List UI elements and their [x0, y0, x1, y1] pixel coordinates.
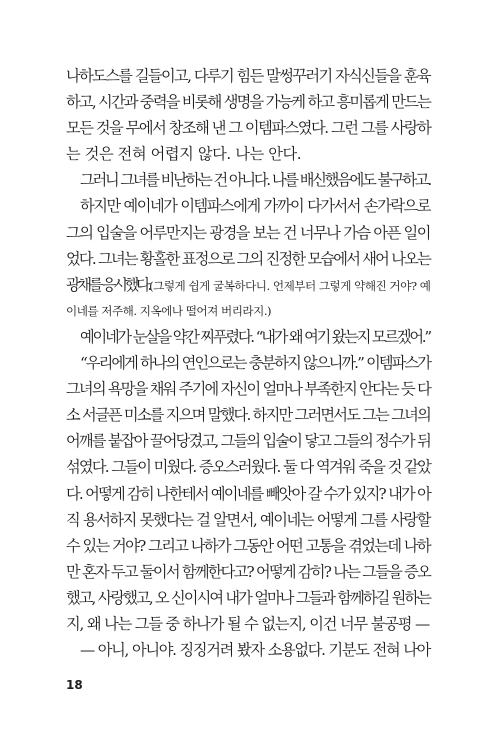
page-number: 18 [66, 678, 83, 692]
text-line: 하고, 시간과 중력을 비롯해 생명을 가능케 하고 흥미롭게 만드는 [66, 93, 430, 112]
text-segment: 광채를 응시했다. [66, 275, 150, 294]
text-line [66, 272, 430, 298]
aside-text: (그렇게 쉽게 굴복하다니. 언제부터 그렇게 약해진 거야? 예 [149, 278, 431, 293]
text-line: 는 것은 전혀 어렵지 않다. 나는 안다. [66, 145, 302, 164]
text-line: 하지만 예이네가 이템파스에게 가까이 다가서서 손가락으로 [80, 197, 430, 216]
text-line: 그의 입술을 어루만지는 광경을 보는 건 너무나 가슴 아픈 일이 [66, 223, 430, 242]
text-line: — 아니, 아니야. 징징거려 봤자 소용없다. 기분도 전혀 나아 [80, 641, 430, 660]
text-line: 소 서글픈 미소를 지으며 말했다. 하지만 그러면서도 그는 그녀의 [66, 406, 430, 425]
text-line: 어깨를 붙잡아 끌어당겼고, 그들의 입술이 닿고 그들의 정수가 뒤 [66, 432, 430, 451]
text-line: 나하도스를 길들이고, 다루기 힘든 말썽꾸러기 자식신들을 훈육 [66, 67, 430, 85]
text-line: 이네를 저주해. 지옥에나 떨어져 버리라지.) [66, 303, 272, 318]
text-line: 섞였다. 그들이 미웠다. 증오스러웠다. 둘 다 역겨워 죽을 것 같았 [66, 458, 430, 477]
text-line: 그러니 그녀를 비난하는 건 아니다. 나를 배신했음에도 불구하고. [80, 171, 430, 190]
text-line: 예이네가 눈살을 약간 찌푸렸다. “내가 왜 여기 왔는지 모르겠어.” [80, 327, 430, 346]
text-line: 모든 것을 무에서 창조해 낸 그 이템파스였다. 그런 그를 사랑하 [66, 119, 431, 138]
text-line: 만 혼자 두고 둘이서 함께한다고? 어떻게 감히? 나는 그들을 증오 [66, 562, 430, 581]
text-line: 그녀의 욕망을 채워 주기에 자신이 얼마나 부족한지 안다는 듯 다 [66, 380, 430, 399]
text-line: 다. 어떻게 감히 나한테서 예이네를 빼앗아 갈 수가 있지? 내가 아 [66, 484, 430, 503]
body-text [66, 63, 430, 663]
text-line: 지, 왜 나는 그들 중 하나가 될 수 없는지, 이건 너무 불공평 — [66, 614, 429, 633]
text-line: 직 용서하지 못했다는 걸 알면서, 예이네는 어떻게 그를 사랑할 [66, 510, 430, 529]
text-line: 수 있는 거야? 그리고 나하가 그동안 어떤 고통을 겪었는데 나하 [66, 536, 430, 555]
text-line: 었다. 그녀는 황홀한 표정으로 그의 진정한 모습에서 새어 나오는 [66, 249, 430, 268]
text-line: 했고, 사랑했고, 오 신이시여 내가 얼마나 그들과 함께하길 원하는 [66, 588, 430, 607]
text-line: “우리에게 하나의 연인으로는 충분하지 않으니까.” 이템파스가 [80, 354, 430, 373]
